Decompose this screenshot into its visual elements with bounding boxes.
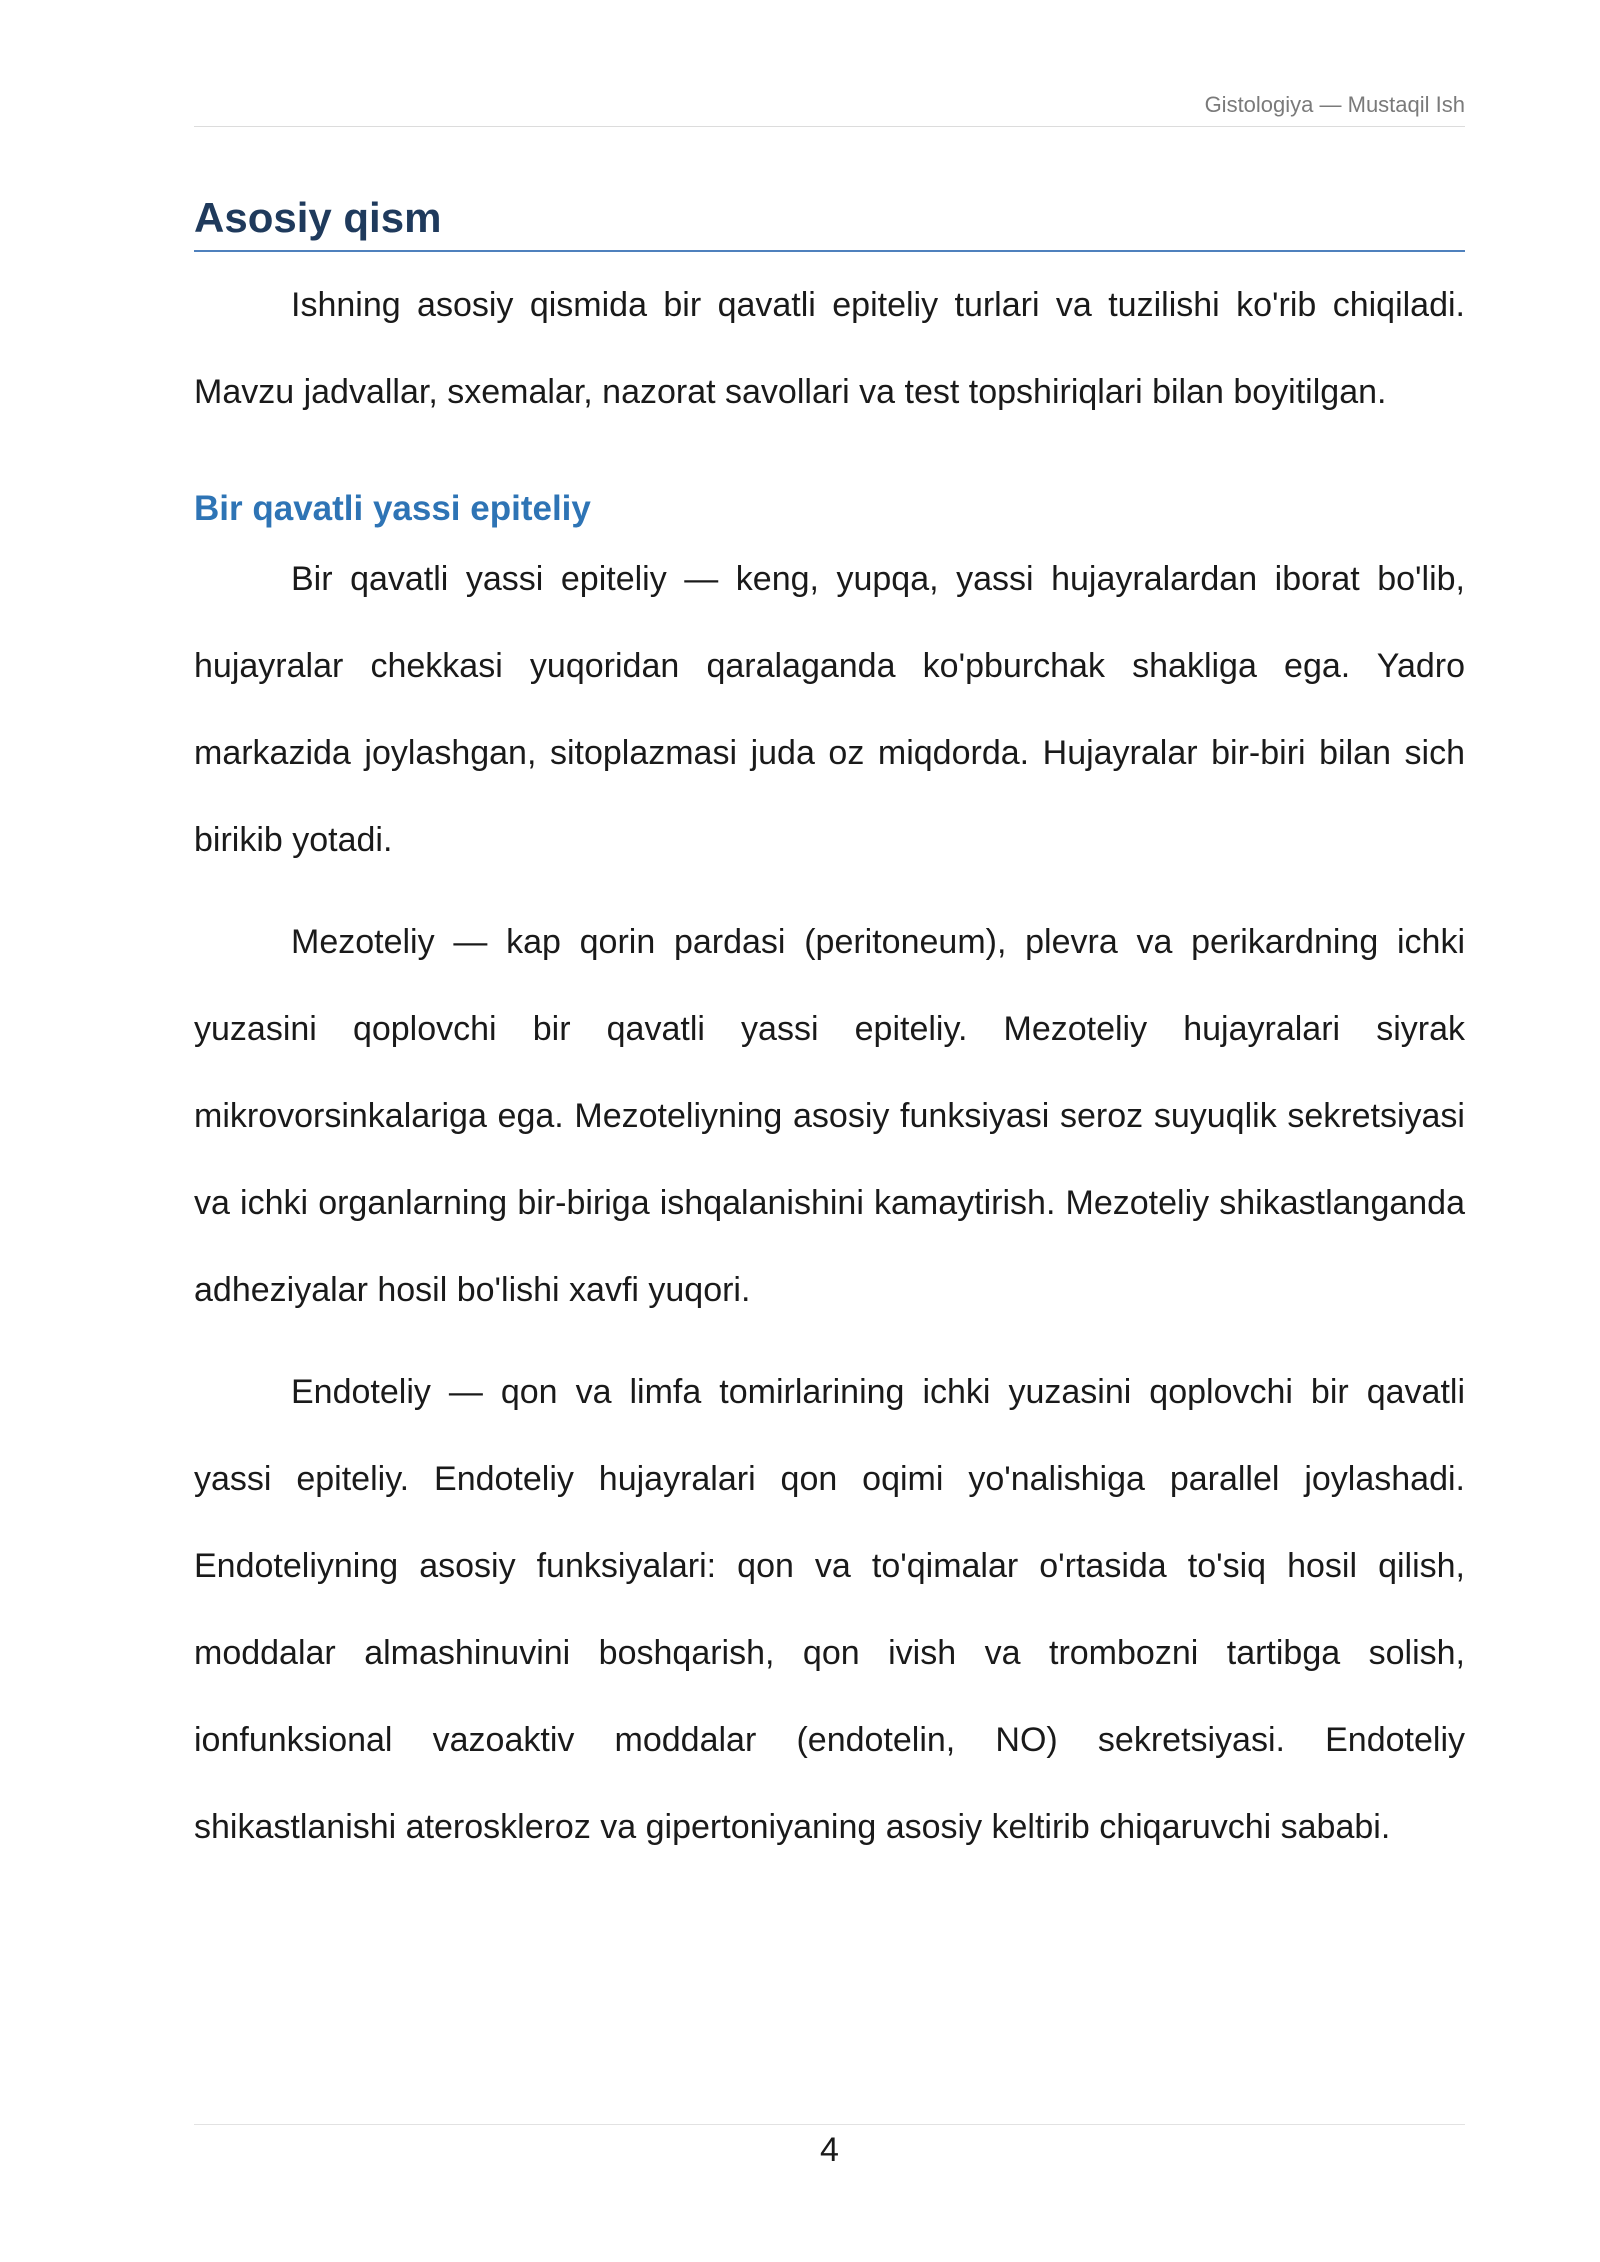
section-heading: Asosiy qism (194, 190, 1465, 252)
paragraph-mezoteliy: Mezoteliy — kap qorin pardasi (peritoneum), plevra va perikardning ichki yuzasini qoplovchi bir qavatli yassi epiteliy. Mezoteliy hujayralari siyrak mikrovorsinkalariga ega. Mezoteliyning asosiy funksiyasi seroz suyuqlik sekretsiyasi va ichki organlarning bir-biriga ishqalanishini kamaytirish. Mezoteliy shikastlanganda adheziyalar hosil bo'lishi xavfi yuqori. (194, 923, 1465, 1309)
subsection-heading: Bir qavatli yassi epiteliy (194, 489, 591, 528)
paragraph-endoteliy: Endoteliy — qon va limfa tomirlarining ichki yuzasini qoplovchi bir qavatli yassi epiteliy. Endoteliy hujayralari qon oqimi yo'nalishiga parallel joylashadi. Endoteliyning asosiy funksiyalari: qon va to'qimalar o'rtasida to'siq hosil qilish, moddalar almashinuvini boshqarish, qon ivish va trombozni tartibga solish, ionfunksional vazoaktiv moddalar (endotelin, NO) sekretsiyasi. Endoteliy shikastlanishi ateroskleroz va gipertoniyaning asosiy keltirib chiqaruvchi sababi. (194, 1373, 1465, 1846)
running-header: Gistologiya — Mustaqil Ish (1204, 92, 1465, 117)
page-number: 4 (820, 2131, 839, 2169)
header-divider (194, 126, 1465, 127)
footer-divider (194, 2124, 1465, 2125)
intro-paragraph: Ishning asosiy qismida bir qavatli epiteliy turlari va tuzilishi ko'rib chiqiladi. Mavzu jadvallar, sxemalar, nazorat savollari va test topshiriqlari bilan boyitilgan. (194, 286, 1465, 411)
paragraph-yassi-epiteliy: Bir qavatli yassi epiteliy — keng, yupqa, yassi hujayralardan iborat bo'lib, hujayralar chekkasi yuqoridan qaralaganda ko'pburchak shakliga ega. Yadro markazida joylashgan, sitoplazmasi juda oz miqdorda. Hujayralar bir-biri bilan sich birikib yotadi. (194, 560, 1465, 859)
main-content (194, 190, 1465, 1871)
